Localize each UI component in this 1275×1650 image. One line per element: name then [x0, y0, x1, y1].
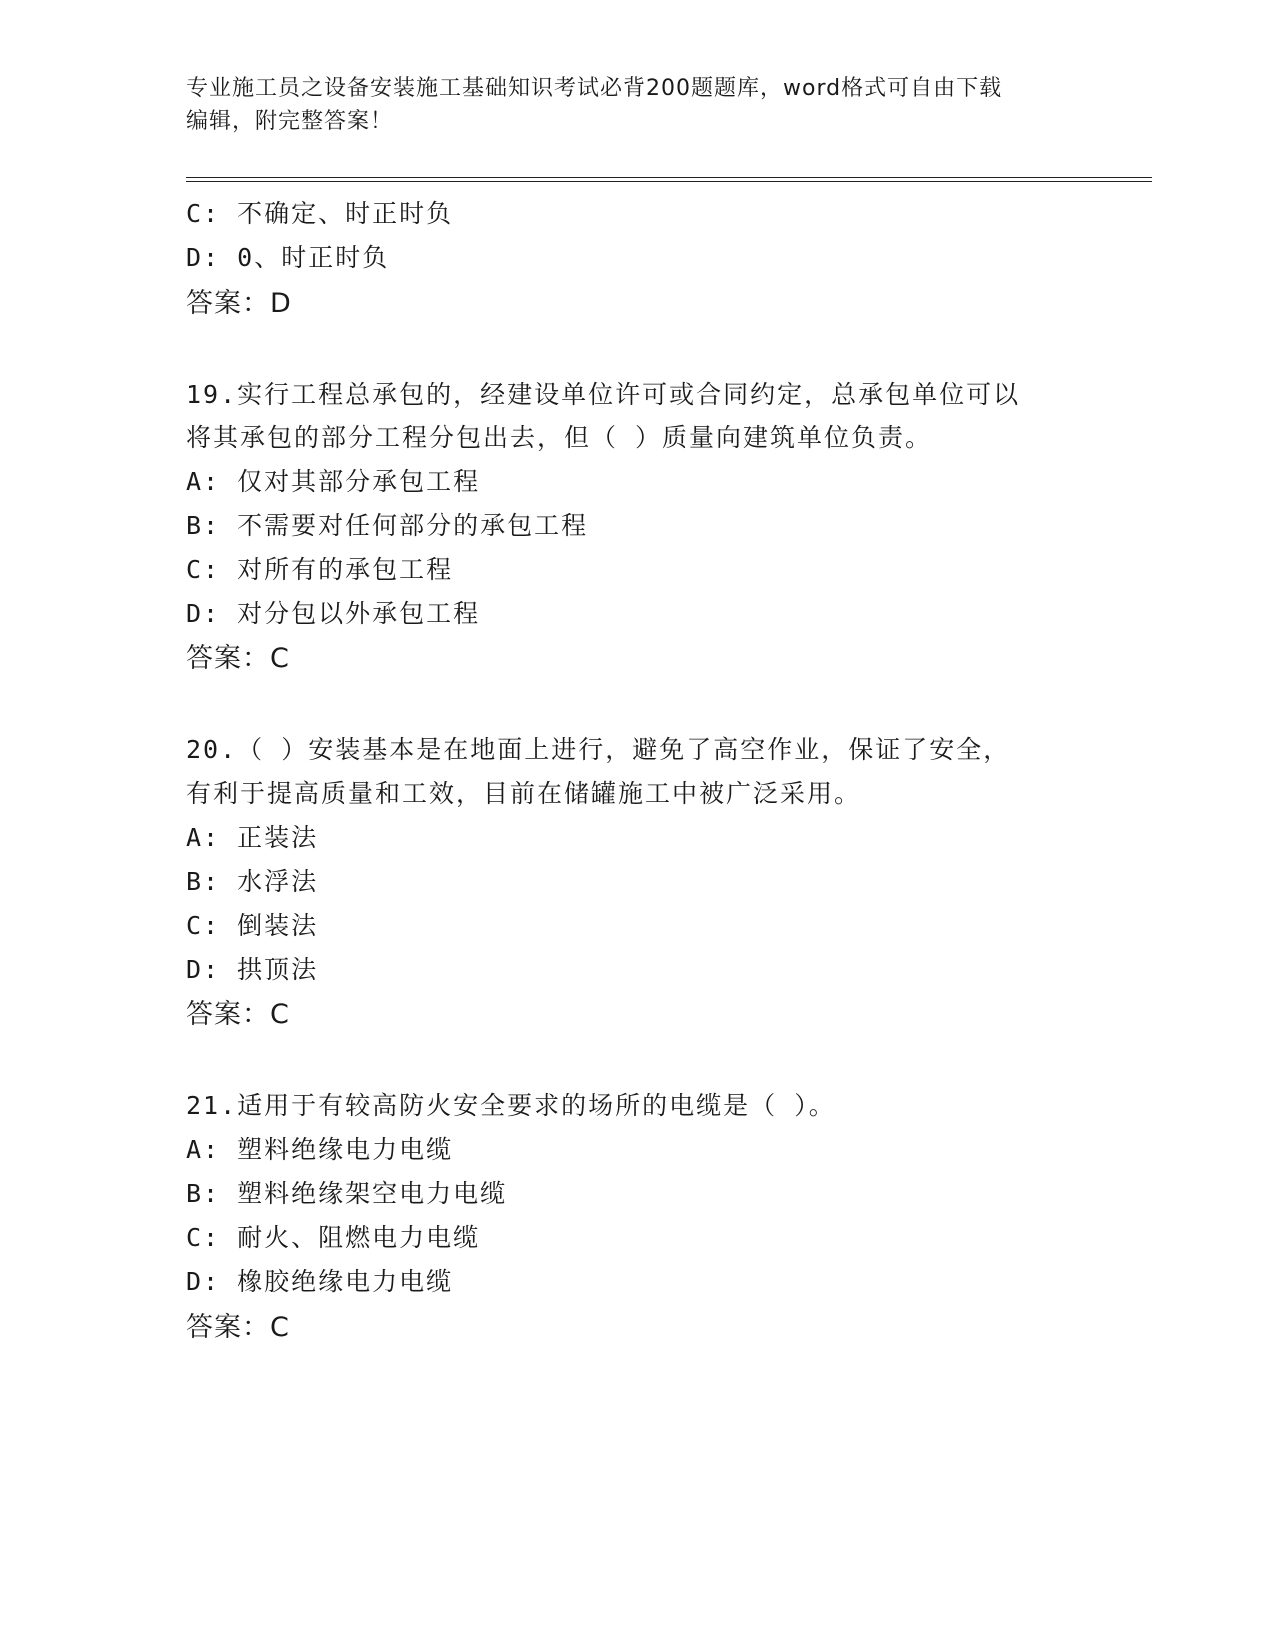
- q20-option-b: B: 水浮法: [186, 867, 319, 896]
- q20-stem-line-2: 有利于提高质量和工效，目前在储罐施工中被广泛采用。: [186, 779, 862, 808]
- q19-option-a: A: 仅对其部分承包工程: [186, 467, 481, 496]
- q19-stem-line-1: 19.实行工程总承包的，经建设单位许可或合同约定，总承包单位可以: [186, 380, 1021, 409]
- q19-stem-line-2: 将其承包的部分工程分包出去，但（ ）质量向建筑单位负责。: [186, 423, 933, 452]
- q20-answer: 答案：C: [186, 999, 290, 1030]
- q19-answer: 答案：C: [186, 643, 290, 674]
- q21-stem-line-1: 21.适用于有较高防火安全要求的场所的电缆是（ ）。: [186, 1091, 836, 1120]
- q19-option-d: D: 对分包以外承包工程: [186, 599, 481, 628]
- q21-answer: 答案：C: [186, 1312, 290, 1343]
- header-divider-bottom: [186, 181, 1152, 182]
- q18-answer: 答案：D: [186, 288, 292, 319]
- q18-option-d: D: 0、时正时负: [186, 243, 390, 272]
- q21-option-c: C: 耐火、阻燃电力电缆: [186, 1223, 481, 1252]
- q21-option-a: A: 塑料绝缘电力电缆: [186, 1135, 454, 1164]
- header-divider-top: [186, 177, 1152, 178]
- q21-option-d: D: 橡胶绝缘电力电缆: [186, 1267, 454, 1296]
- q19-option-c: C: 对所有的承包工程: [186, 555, 454, 584]
- q18-option-c: C: 不确定、时正时负: [186, 199, 454, 228]
- q21-option-b: B: 塑料绝缘架空电力电缆: [186, 1179, 508, 1208]
- header-title-line-1: 专业施工员之设备安装施工基础知识考试必背200题题库，word格式可自由下载: [186, 76, 1003, 101]
- q20-option-a: A: 正装法: [186, 823, 319, 852]
- q20-stem-line-1: 20.（ ）安装基本是在地面上进行，避免了高空作业，保证了安全，: [186, 735, 1011, 764]
- q20-option-c: C: 倒装法: [186, 911, 319, 940]
- q20-option-d: D: 拱顶法: [186, 955, 319, 984]
- header-title-line-2: 编辑，附完整答案！: [186, 109, 394, 134]
- q19-option-b: B: 不需要对任何部分的承包工程: [186, 511, 589, 540]
- document-header: [186, 72, 1086, 138]
